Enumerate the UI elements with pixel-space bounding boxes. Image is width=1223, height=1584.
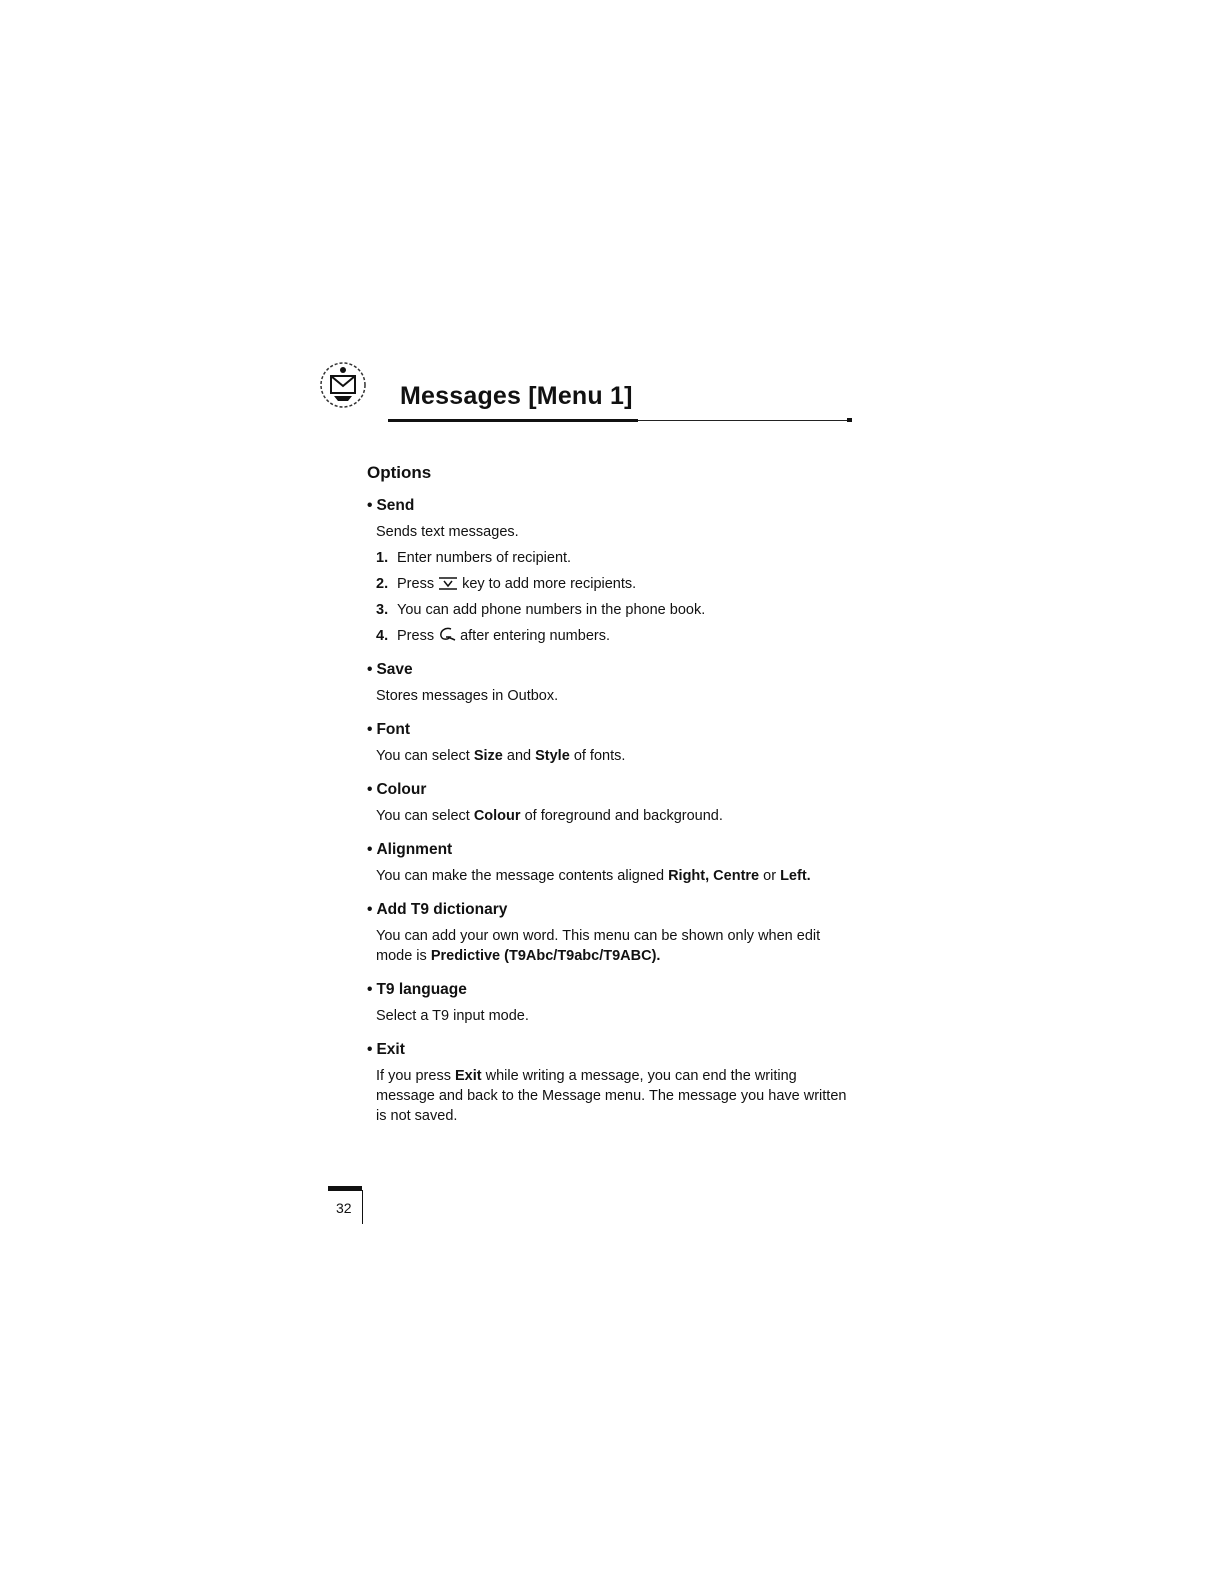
option-description: You can add your own word. This menu can be shown only when edit mode is Predictive (T9Abc/T9abc/T9ABC).	[376, 928, 821, 964]
option-title: Alignment	[376, 841, 453, 858]
title-rule-extension	[638, 420, 848, 421]
section-heading: Options	[367, 463, 432, 482]
option-description: If you press Exit while writing a message, you can end the writing message and back to the Message menu. The message you have written is not saved.	[376, 1068, 847, 1124]
option-add-t9-dictionary	[367, 900, 857, 966]
bullet-icon: •	[367, 497, 373, 514]
option-exit	[367, 1040, 857, 1126]
option-save	[367, 660, 857, 706]
bullet-icon: •	[367, 981, 373, 998]
option-title: Colour	[376, 781, 427, 798]
down-key-icon	[437, 576, 459, 590]
option-title: Exit	[376, 1041, 405, 1058]
option-title: Font	[376, 721, 411, 738]
option-description: Sends text messages.	[376, 524, 519, 540]
step-item: 3. You can add phone numbers in the phone book.	[376, 602, 706, 618]
page-number-block	[328, 1186, 362, 1224]
bullet-icon: •	[367, 1041, 373, 1058]
option-t9-language	[367, 980, 857, 1026]
step-item: 1. Enter numbers of recipient.	[376, 550, 572, 566]
title-rule	[388, 419, 638, 422]
page-number-bar	[328, 1186, 362, 1191]
options-content	[367, 463, 857, 1140]
send-key-icon	[437, 626, 457, 642]
messages-envelope-icon	[318, 360, 368, 410]
page-number-rule	[362, 1190, 363, 1224]
step-item: 2. Press key to add more recipients.	[376, 576, 637, 592]
option-alignment	[367, 840, 857, 886]
bullet-icon: •	[367, 781, 373, 798]
option-description: Select a T9 input mode.	[376, 1008, 529, 1024]
option-colour	[367, 780, 857, 826]
step-item: 4. Press after entering numbers.	[376, 628, 610, 644]
option-title: Save	[376, 661, 413, 678]
option-description: You can select Size and Style of fonts.	[376, 748, 626, 764]
page-title: Messages [Menu 1]	[400, 382, 633, 410]
steps-list	[367, 548, 857, 646]
option-font	[367, 720, 857, 766]
option-send	[367, 496, 857, 646]
bullet-icon: •	[367, 901, 373, 918]
bullet-icon: •	[367, 721, 373, 738]
option-description: Stores messages in Outbox.	[376, 688, 559, 704]
bullet-icon: •	[367, 661, 373, 678]
option-title: Send	[376, 497, 415, 514]
bullet-icon: •	[367, 841, 373, 858]
option-description: You can select Colour of foreground and background.	[376, 808, 723, 824]
option-title: Add T9 dictionary	[376, 901, 508, 918]
page-number: 32	[336, 1200, 352, 1216]
option-description: You can make the message contents aligned Right, Centre or Left.	[376, 868, 811, 884]
title-rule-end-mark	[847, 418, 852, 422]
option-title: T9 language	[376, 981, 467, 998]
